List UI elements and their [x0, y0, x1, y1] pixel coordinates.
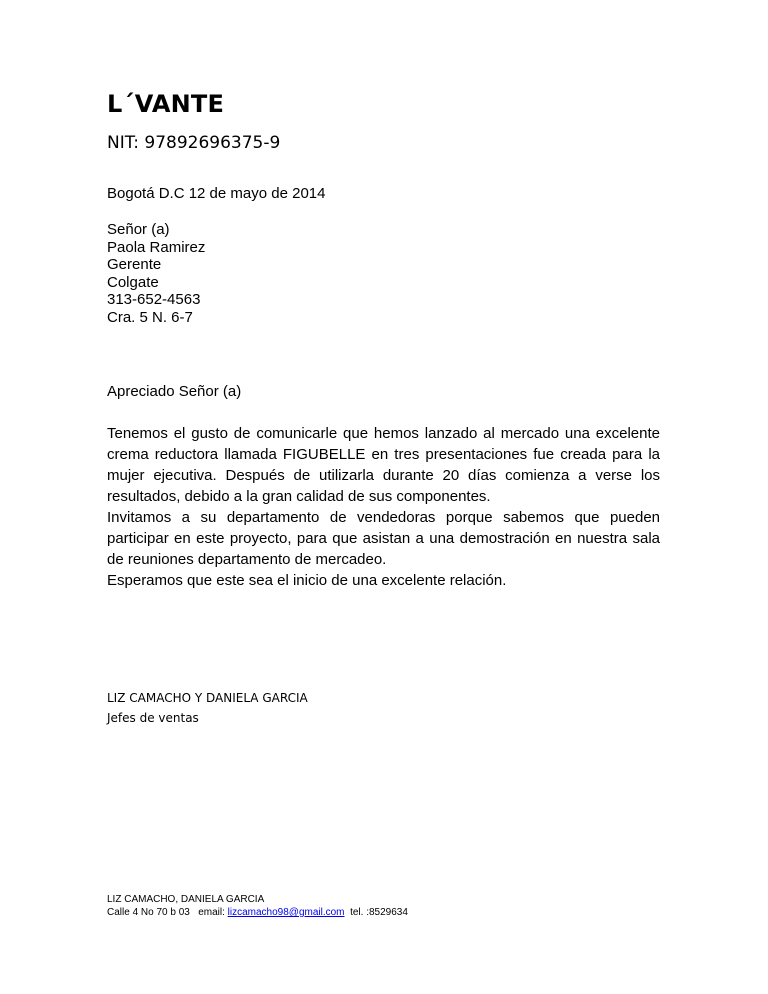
recipient-address: Cra. 5 N. 6-7: [107, 308, 193, 326]
footer-tel: tel. :8529634: [350, 907, 408, 918]
signature-names: LIZ CAMACHO Y DANIELA GARCIA: [107, 691, 308, 705]
company-nit: NIT: 97892696375-9: [107, 133, 281, 153]
footer-contact: [107, 907, 408, 918]
footer-email-label: email:: [198, 907, 225, 918]
recipient-title: Señor (a): [107, 221, 170, 238]
greeting: Apreciado Señor (a): [107, 383, 242, 400]
recipient-name: Paola Ramirez: [107, 238, 206, 256]
footer-names: LIZ CAMACHO, DANIELA GARCIA: [107, 894, 265, 905]
footer-address: Calle 4 No 70 b 03: [107, 907, 190, 918]
company-name: L´VANTE: [107, 90, 225, 118]
body-paragraph-1: Tenemos el gusto de comunicarle que hemos lanzado al mercado una excelente crema reductora llamada FIGUBELLE en tres presentaciones fue creada para la mujer ejecutiva. Después de utilizarla durante 20 días comienza a verse los resultados, debido a la gran calidad de sus componentes.: [107, 425, 660, 505]
letter-body: [107, 423, 660, 591]
recipient-block: [107, 221, 205, 326]
recipient-phone: 313-652-4563: [107, 291, 201, 308]
recipient-position: Gerente: [107, 256, 162, 273]
recipient-company: Colgate: [107, 273, 159, 291]
body-paragraph-2: Invitamos a su departamento de vendedoras porque sabemos que pueden participar en este proyecto, para que asistan a una demostración en nuestra sala de reuniones departamento de mercadeo.: [107, 509, 660, 568]
footer-email-link[interactable]: lizcamacho98@gmail.com: [227, 907, 345, 918]
body-paragraph-3: Esperamos que este sea el inicio de una excelente relación.: [107, 572, 507, 589]
date-line: Bogotá D.C 12 de mayo de 2014: [107, 185, 326, 202]
signature-role: Jefes de ventas: [107, 711, 199, 725]
